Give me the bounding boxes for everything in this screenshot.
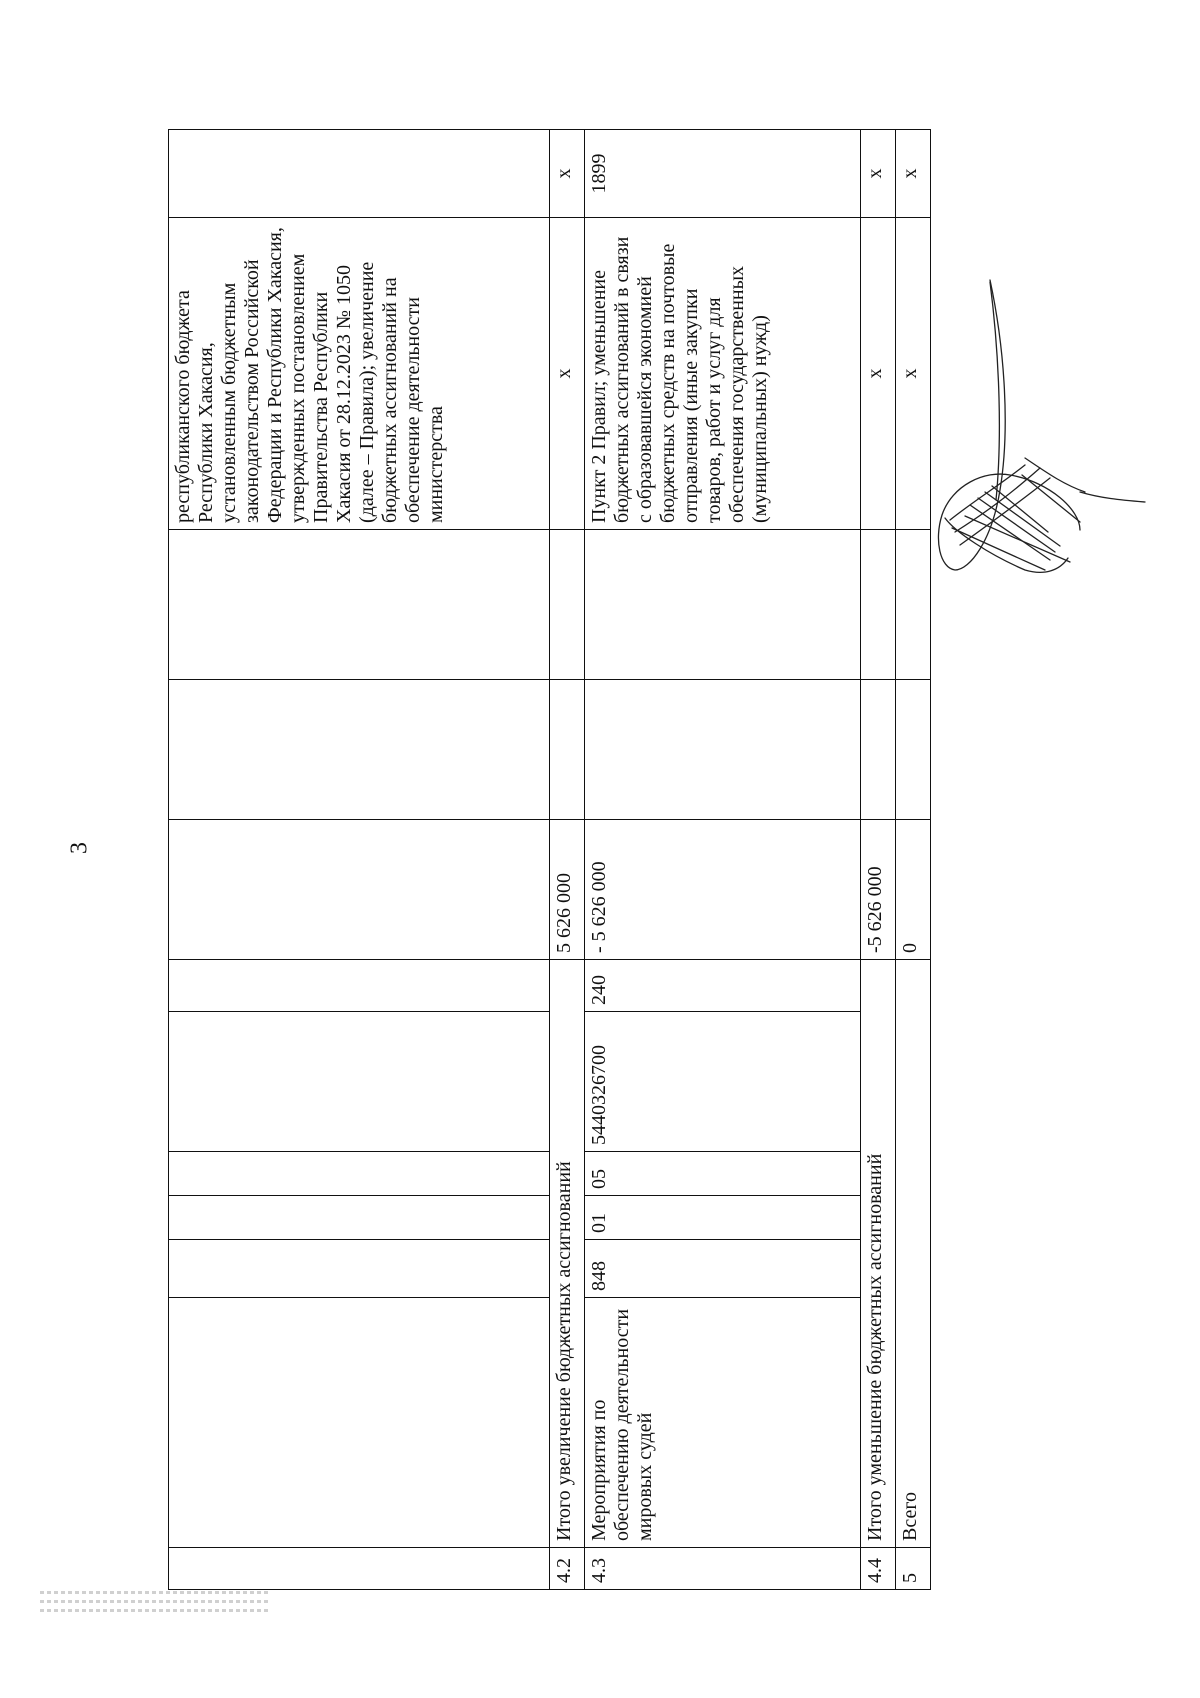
cell-num: 4.3 (585, 1548, 861, 1590)
cell-vr: 240 (585, 960, 861, 1012)
table-row (860, 130, 895, 1590)
cell-empty (585, 530, 861, 680)
cell-name: Всего (895, 960, 930, 1548)
cell-csr: 5440326700 (585, 1012, 861, 1152)
cell-amount (169, 820, 550, 960)
cell-rz (169, 1196, 550, 1240)
cell-num (169, 1548, 550, 1590)
table-row (550, 130, 585, 1590)
document-table (168, 130, 931, 1590)
cell-rz: 01 (585, 1196, 861, 1240)
cell-num: 4.4 (860, 1548, 895, 1590)
cell-empty (169, 530, 550, 680)
table-row (585, 130, 861, 1590)
cell-pr (169, 1152, 550, 1196)
page-number: 3 (66, 842, 93, 854)
cell-name: Мероприятия по обеспечению деятельности мировых судей (585, 1298, 861, 1548)
cell-csr (169, 1012, 550, 1152)
cell-gr: 848 (585, 1240, 861, 1298)
cell-basis: x (860, 218, 895, 530)
table-row (895, 130, 930, 1590)
cell-empty (169, 680, 550, 820)
cell-last: x (550, 130, 585, 218)
cell-name (169, 1298, 550, 1548)
cell-empty (585, 680, 861, 820)
cell-basis: Пункт 2 Правил; уменьшение бюджетных ассигнований в связи с образовавшейся экономией бюджетных средств на почтовые отправления (иные закупки товаров, работ и услуг для обеспечения государственных (муниципальных) нужд) (585, 218, 861, 530)
cell-vr (169, 960, 550, 1012)
cell-amount: -5 626 000 (860, 820, 895, 960)
cell-last (169, 130, 550, 218)
cell-basis: x (550, 218, 585, 530)
stamp-image (40, 1585, 270, 1655)
signature-image (930, 270, 1160, 600)
cell-amount: 5 626 000 (550, 820, 585, 960)
cell-gr (169, 1240, 550, 1298)
cell-empty (860, 680, 895, 820)
table-row (169, 130, 550, 1590)
cell-num: 4.2 (550, 1548, 585, 1590)
cell-last: x (895, 130, 930, 218)
cell-last: 1899 (585, 130, 861, 218)
cell-name: Итого увеличение бюджетных ассигнований (550, 960, 585, 1548)
cell-num: 5 (895, 1548, 930, 1590)
cell-empty (550, 530, 585, 680)
cell-empty (550, 680, 585, 820)
cell-name: Итого уменьшение бюджетных ассигнований (860, 960, 895, 1548)
cell-empty (860, 530, 895, 680)
cell-empty (895, 530, 930, 680)
cell-basis: x (895, 218, 930, 530)
cell-last: x (860, 130, 895, 218)
cell-pr: 05 (585, 1152, 861, 1196)
cell-empty (895, 680, 930, 820)
cell-amount: 0 (895, 820, 930, 960)
cell-amount: - 5 626 000 (585, 820, 861, 960)
cell-basis: республиканского бюджета Республики Хакасия, установленным бюджетным законодательством Российской Федерации и Республики Хакасия, утвержденных постановлением Правительства Республики Хакасия от 28.12.2023 № 1050 (далее – Правила); увеличение бюджетных ассигнований на обеспечение деятельности министерства (169, 218, 550, 530)
